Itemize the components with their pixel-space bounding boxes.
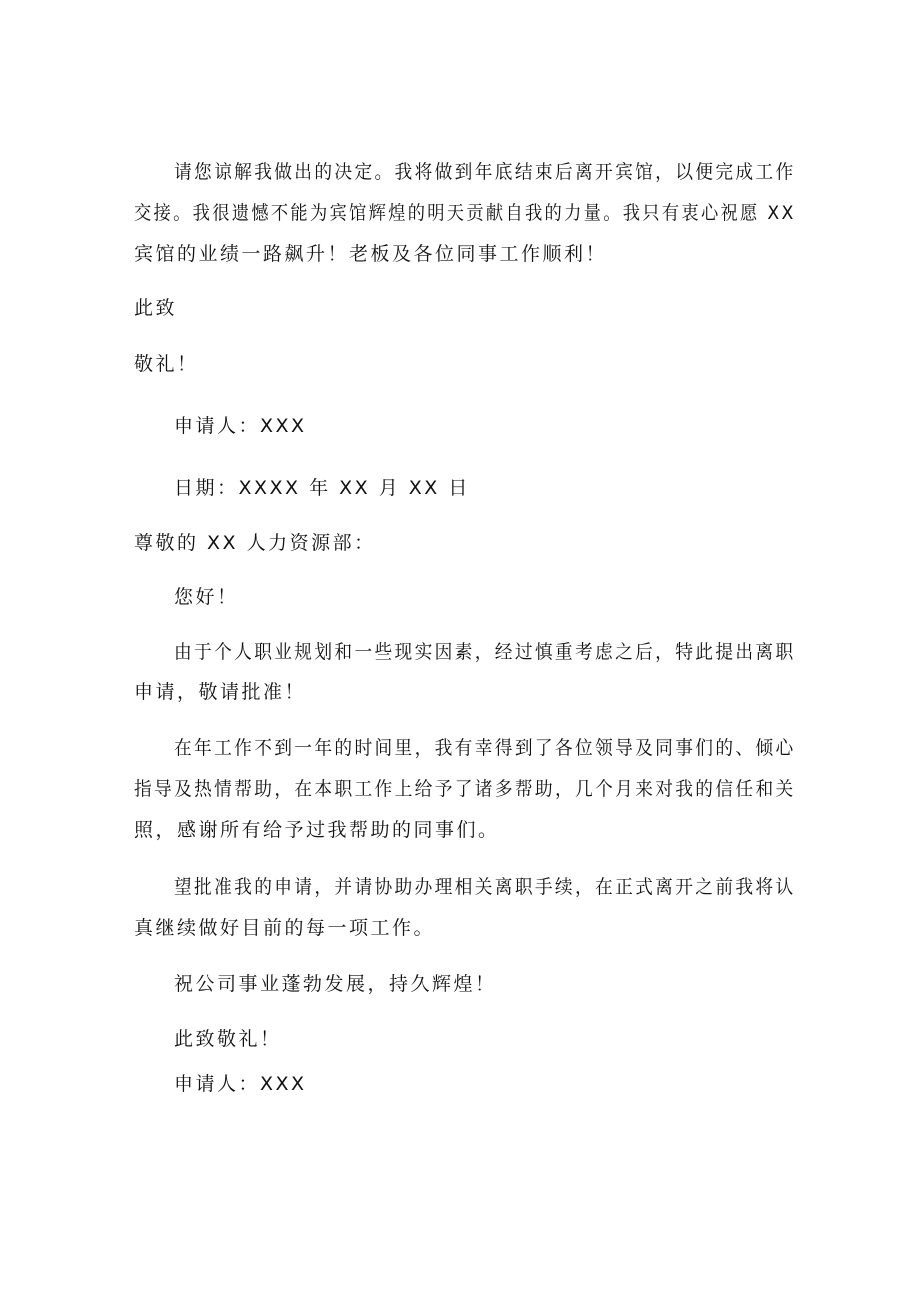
letter2-para2-line1: 在年工作不到一年的时间里，我有幸得到了各位领导及同事们的、倾心 xyxy=(174,737,796,759)
letter2-greeting: 您好！ xyxy=(174,586,239,608)
letter2-closing: 此致敬礼！ xyxy=(174,1028,282,1050)
letter2-salutation: 尊敬的 XX 人力资源部： xyxy=(134,532,376,554)
letter1-closing-line2: 敬礼！ xyxy=(134,353,199,375)
letter2-para2-line3: 照，感谢所有给予过我帮助的同事们。 xyxy=(134,819,500,841)
letter1-closing-line1: 此致 xyxy=(134,297,178,319)
letter1-para1-line3: 宾馆的业绩一路飙升！老板及各位同事工作顺利！ xyxy=(134,243,608,265)
letter2-para3-line2: 真继续做好目前的每一项工作。 xyxy=(134,917,436,939)
letter2-applicant: 申请人：XXX xyxy=(174,1073,307,1095)
letter1-para1-line2: 交接。我很遗憾不能为宾馆辉煌的明天贡献自我的力量。我只有衷心祝愿 XX xyxy=(134,202,796,224)
letter2-para1-line1: 由于个人职业规划和一些现实因素，经过慎重考虑之后，特此提出离职 xyxy=(174,641,796,663)
letter2-para3-line1: 望批准我的申请，并请协助办理相关离职手续，在正式离开之前我将认 xyxy=(174,876,796,898)
letter2-para2-line2: 指导及热情帮助，在本职工作上给予了诸多帮助，几个月来对我的信任和关 xyxy=(134,778,796,800)
letter2-para1-line2: 申请，敬请批准！ xyxy=(134,681,307,703)
letter1-applicant: 申请人：XXX xyxy=(174,415,307,437)
letter2-wish: 祝公司事业蓬勃发展，持久辉煌！ xyxy=(174,973,497,995)
letter1-para1-line1: 请您谅解我做出的决定。我将做到年底结束后离开宾馆，以便完成工作 xyxy=(174,161,796,183)
letter1-date: 日期：XXXX 年 XX 月 XX 日 xyxy=(174,477,470,499)
